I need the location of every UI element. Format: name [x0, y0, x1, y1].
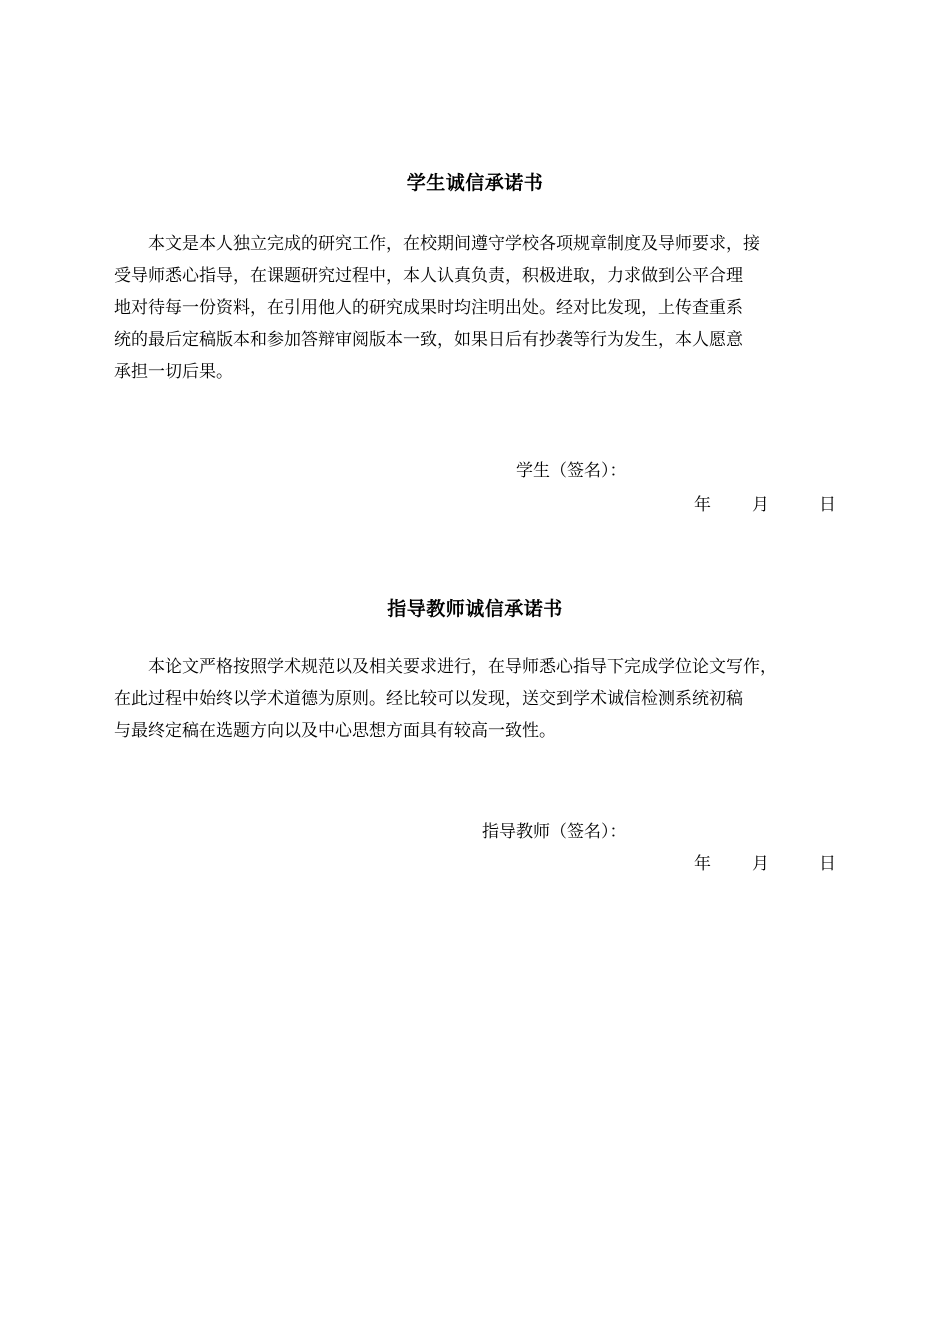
- advisor-pledge-body: [114, 651, 850, 747]
- student-pledge-title: 学生诚信承诺书: [406, 172, 544, 194]
- advisor-pledge-line: 与最终定稿在选题方向以及中心思想方面具有较高一致性。: [114, 721, 556, 741]
- student-date-month: 月: [752, 495, 769, 515]
- advisor-date-month: 月: [752, 854, 769, 874]
- advisor-pledge-title: 指导教师诚信承诺书: [387, 598, 563, 620]
- advisor-signature-label: 指导教师（签名）：: [482, 822, 627, 842]
- student-date-year: 年: [694, 495, 711, 515]
- advisor-date-year: 年: [694, 854, 711, 874]
- advisor-pledge-line: 本论文严格按照学术规范以及相关要求进行，在导师悉心指导下完成学位论文写作，: [148, 657, 777, 677]
- student-date-day: 日: [819, 495, 836, 515]
- student-pledge-body: [114, 228, 850, 388]
- student-pledge-line: 承担一切后果。: [114, 362, 233, 382]
- advisor-date-day: 日: [819, 854, 836, 874]
- student-pledge-line: 受导师悉心指导，在课题研究过程中，本人认真负责，积极进取，力求做到公平合理: [114, 266, 743, 286]
- advisor-pledge-line: 在此过程中始终以学术道德为原则。经比较可以发现，送交到学术诚信检测系统初稿: [114, 689, 743, 709]
- student-pledge-line: 地对待每一份资料，在引用他人的研究成果时均注明出处。经对比发现，上传查重系: [114, 298, 743, 318]
- student-pledge-line: 本文是本人独立完成的研究工作，在校期间遵守学校各项规章制度及导师要求，接: [148, 234, 760, 254]
- student-pledge-line: 统的最后定稿版本和参加答辩审阅版本一致，如果日后有抄袭等行为发生，本人愿意: [114, 330, 743, 350]
- student-signature-label: 学生（签名）：: [516, 461, 627, 481]
